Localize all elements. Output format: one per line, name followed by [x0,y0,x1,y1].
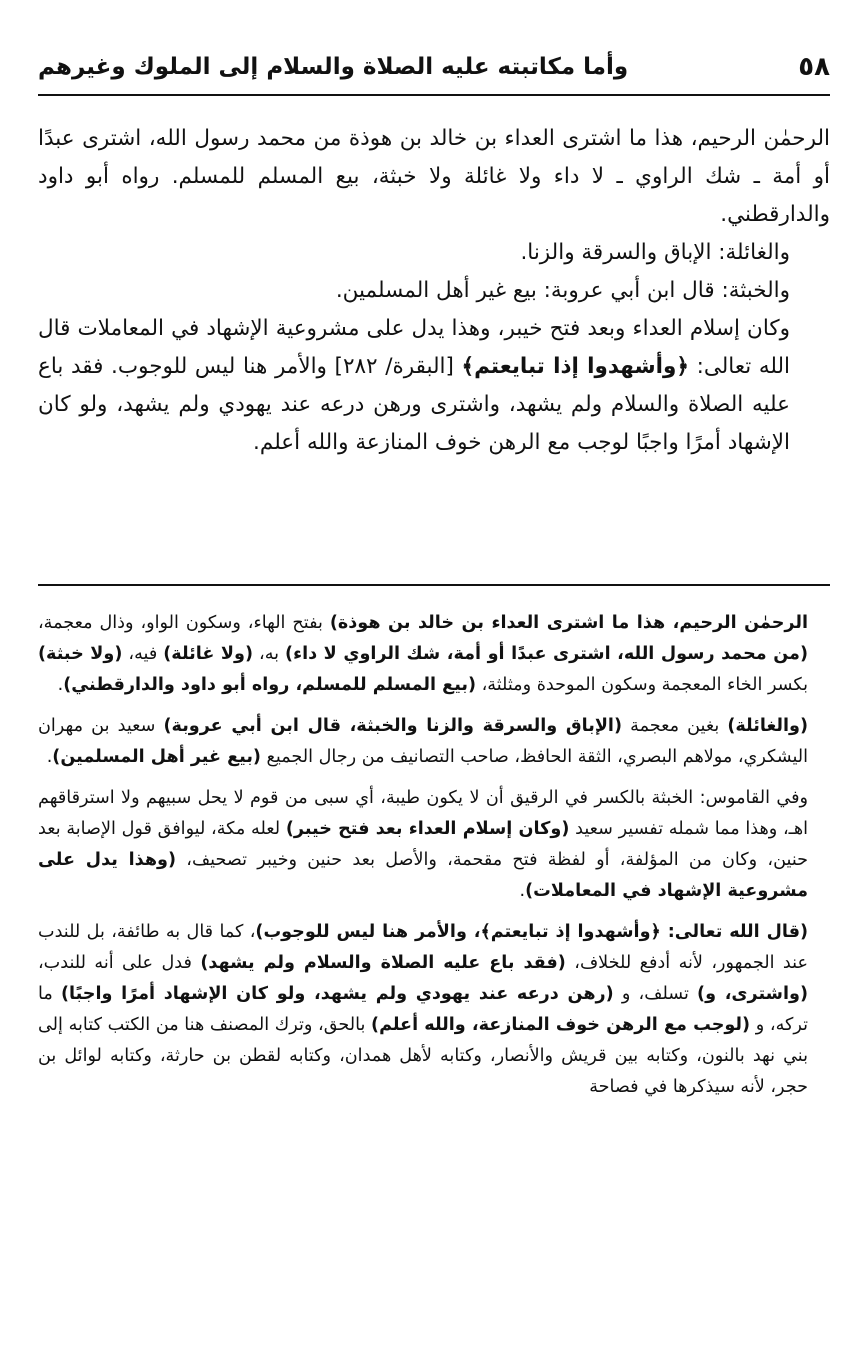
bold-text-run: (بيع المسلم للمسلم، رواه أبو داود والدارقطني) [63,675,477,695]
bold-text-run: (رهن درعه عند يهودي ولم يشهد، ولو كان الإشهاد أمرًا واجبًا) [60,984,614,1004]
text-run: . [519,881,526,901]
text-run: فيه، [122,644,164,664]
main-text [38,120,830,462]
text-run: به، [253,644,286,664]
commentary-paragraph [38,783,830,907]
text-run: بكسر الخاء المعجمة وسكون الموحدة ومثلثة، [476,675,808,695]
bold-text-run: ﴿وأشهدوا إذا تبايعتم﴾ [461,354,689,379]
text-run: وفي القاموس: الخبثة بالكسر في الرقيق أن لا يكون طيبة، أي سبى من قوم لا يحل سبيهم ولا استرقاقهم اهـ، وهذا مما شمله تفسير سعيد [38,788,808,839]
text-run: الرحمٰن الرحيم، هذا ما اشترى العداء بن خالد بن هوذة من محمد رسول الله، اشترى عبدًا أو أمة ـ شك الراوي ـ لا داء ولا غائلة ولا خبثة، بيع المسلم للمسلم. رواه أبو داود والدارقطني. [38,126,830,227]
main-paragraph [38,272,830,310]
bold-text-run: (وكان إسلام العداء بعد فتح خيبر) [285,819,570,839]
text-run: وكان إسلام العداء وبعد فتح خيبر، وهذا يدل على مشروعية الإشهاد في المعاملات قال الله تعالى: [38,316,790,379]
commentary-paragraph [38,711,830,773]
bold-text-run: الرحمٰن الرحيم، هذا ما اشترى العداء بن خالد بن هوذة) [329,613,808,633]
bold-text-run: (قال الله تعالى: ﴿وأشهدوا إذ تبايعتم﴾، والأمر هنا ليس للوجوب) [255,922,809,942]
page-header [38,40,830,96]
bold-text-run: (ولا غائلة) [163,644,253,664]
commentary-paragraph [38,917,830,1103]
page-number: ٥٨ [798,52,830,82]
commentary-paragraph [38,608,830,701]
footnote-divider [38,584,830,586]
bold-text-run: (والغائلة) [727,716,808,736]
text-run: فدل على أنه للندب، [38,953,201,973]
bold-text-run: (لوجب مع الرهن خوف المنازعة، والله أعلم) [371,1015,751,1035]
text-run: سعيد بن مهران اليشكري، مولاهم البصري، الثقة الحافظ، صاحب التصانيف من رجال الجميع [38,716,808,767]
text-run: لعله مكة، ليوافق قول الإصابة بعد حنين، وكان من المؤلفة، أو لفظة فتح مقحمة، والأصل بعد حنين وخيبر تصحيف، [38,819,808,870]
main-paragraph [38,310,830,462]
text-run: والخبثة: قال ابن أبي عروبة: بيع غير أهل المسلمين. [335,278,790,303]
text-run: والغائلة: الإباق والسرقة والزنا. [520,240,790,265]
bold-text-run: (فقد باع عليه الصلاة والسلام ولم يشهد) [200,953,566,973]
text-run: بغين معجمة [622,716,728,736]
running-title: وأما مكاتبته عليه الصلاة والسلام إلى الملوك وغيرهم [38,54,629,80]
bold-text-run: (ولا خبثة) [38,644,123,664]
text-run: . [46,747,53,767]
text-run: ، كما قال به طائفة، بل للندب عند الجمهور، لأنه أدفع للخلاف، [38,922,808,973]
text-run: ما تركه، و [38,984,808,1035]
text-run: . [57,675,64,695]
text-run: [البقرة/ ٢٨٢] والأمر هنا ليس للوجوب. فقد باع عليه الصلاة والسلام ولم يشهد، واشترى ورهن درعه عند يهودي ولم يشهد، ولو كان الإشهاد أمرًا واجبًا لوجب مع الرهن خوف المنازعة والله أعلم. [38,354,790,455]
bold-text-run: (واشترى، و) [697,984,808,1004]
commentary-text [38,608,830,1113]
bold-text-run: (وهذا يدل على مشروعية الإشهاد في المعاملات) [38,850,808,901]
main-paragraph [38,234,830,272]
bold-text-run: (الإباق والسرقة والزنا والخبثة، قال ابن أبي عروبة) [163,716,623,736]
bold-text-run: (من محمد رسول الله، اشترى عبدًا أو أمة، شك الراوي لا داء) [285,644,808,664]
text-run: بفتح الهاء، وسكون الواو، وذال معجمة، [38,613,330,633]
main-paragraph [38,120,830,234]
text-run: تسلف، و [613,984,698,1004]
bold-text-run: (بيع غير أهل المسلمين) [52,747,261,767]
text-run: بالحق، وترك المصنف هنا من الكتب كتابه إلى بني نهد بالنون، وكتابه بين قريش والأنصار، وكتابه لأهل همدان، وكتابه لقطن بن حارثة، وكتابه لوائل بن حجر، لأنه سيذكرها في فصاحة [38,1015,808,1097]
